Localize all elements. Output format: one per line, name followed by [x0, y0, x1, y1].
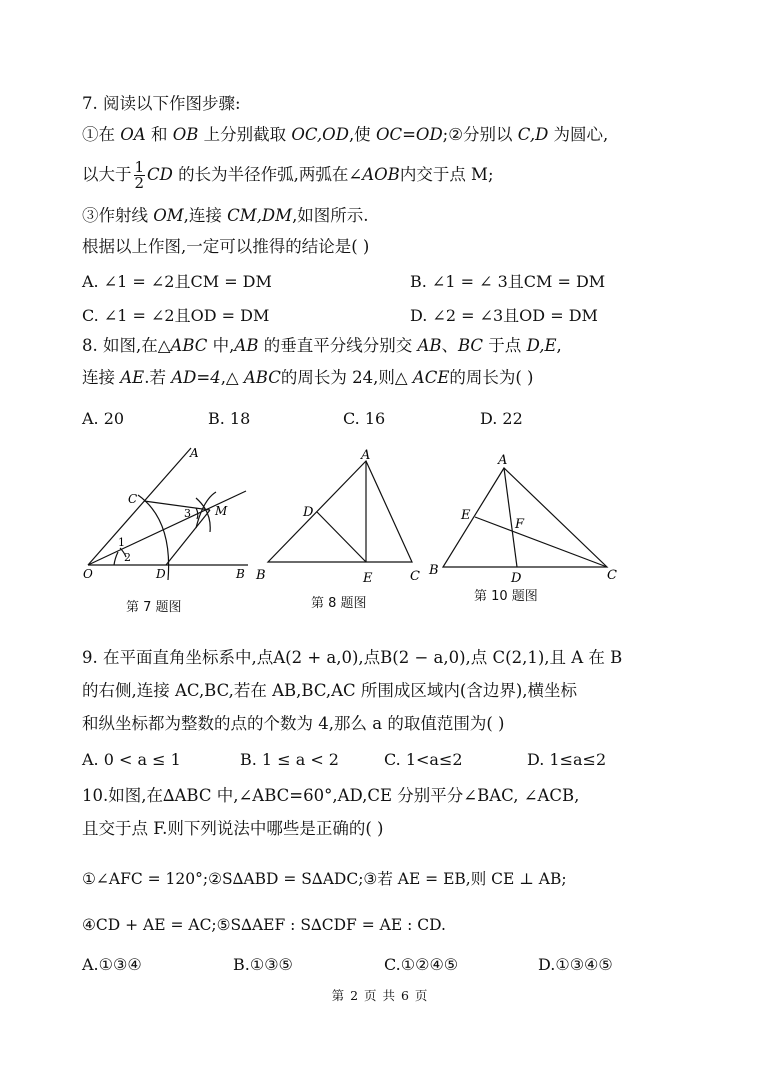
q8-option-b: B. 18	[208, 409, 251, 428]
fig7-caption: 第 7 题图	[126, 600, 182, 615]
figure-10	[425, 448, 625, 583]
figure-8	[252, 445, 432, 587]
q9-option-d: D. 1≤a≤2	[527, 750, 607, 769]
q8-line1: 8. 如图,在△ABC 中,AB 的垂直平分线分别交 AB、BC 于点 D,E,	[82, 336, 562, 355]
fig10-label-a: A	[498, 453, 508, 468]
q10-line3: ①∠AFC = 120°;②S∆ABD = S∆ADC;③若 AE = EB,则 CE ⊥ AB;	[82, 870, 567, 888]
q7-question: 根据以上作图,一定可以推得的结论是( )	[82, 237, 370, 256]
angle-mark-2	[114, 552, 118, 565]
fig10-label-d: D	[511, 571, 522, 583]
figure-7	[78, 440, 258, 590]
q8-option-a: A. 20	[82, 409, 125, 428]
q10-line1: 10.如图,在∆ABC 中,∠ABC=60°,AD,CE 分别平分∠BAC, ∠ACB,	[82, 786, 580, 805]
fig8-label-a: A	[361, 448, 371, 463]
fig10-label-c: C	[607, 568, 617, 583]
fig7-label-b: B	[236, 567, 245, 581]
q7-step1: ①在 OA 和 OB 上分别截取 OC,OD,使 OC=OD;②分别以 C,D 为圆心,	[82, 125, 609, 144]
q7-option-b: B. ∠1 = ∠ 3且CM = DM	[410, 272, 606, 291]
fraction-one-half: $\frac{1}{2}$	[134, 158, 145, 192]
fig7-label-o: O	[83, 567, 93, 581]
fig8-label-b: B	[256, 568, 266, 583]
q10-option-d: D.①③④⑤	[538, 955, 613, 974]
segment-de	[317, 512, 366, 562]
triangle-abc	[268, 461, 412, 562]
q9-line2: 的右侧,连接 AC,BC,若在 AB,BC,AC 所围成区域内(含边界),横坐标	[82, 681, 578, 700]
q8-option-d: D. 22	[480, 409, 523, 428]
q9-option-a: A. 0 < a ≤ 1	[82, 750, 181, 769]
q10-option-b: B.①③⑤	[233, 955, 293, 974]
q10-line2: 且交于点 F.则下列说法中哪些是正确的( )	[82, 819, 384, 838]
fig7-label-d: D	[156, 567, 166, 581]
q7-option-a: A. ∠1 = ∠2且CM = DM	[82, 272, 272, 291]
page-footer: 第 2 页 共 6 页	[331, 988, 429, 1003]
fig7-label-1: 1	[118, 536, 125, 549]
fig8-label-c: C	[410, 569, 420, 584]
fig10-label-b: B	[429, 563, 439, 578]
q8-line2: 连接 AE.若 AD=4,△ ABC的周长为 24,则△ ACE的周长为( )	[82, 368, 534, 387]
q7-step2: 以大于 $\frac{1}{2}$ CD 的长为半径作弧,两弧在∠AOB内交于点 M;	[82, 158, 494, 192]
fig10-caption: 第 10 题图	[474, 589, 538, 604]
fig7-label-a: A	[190, 446, 199, 460]
q9-line3: 和纵坐标都为整数的点的个数为 4,那么 a 的取值范围为( )	[82, 714, 505, 733]
segment-ce	[475, 517, 607, 567]
fig7-label-3: 3	[184, 507, 191, 520]
ray-oa	[88, 448, 191, 565]
fig10-label-f: F	[515, 517, 525, 532]
fig7-label-2: 2	[124, 551, 131, 564]
q10-option-a: A.①③④	[82, 955, 142, 974]
q9-option-c: C. 1<a≤2	[384, 750, 463, 769]
q9-line1: 9. 在平面直角坐标系中,点A(2 + a,0),点B(2 − a,0),点 C(2,1),且 A 在 B	[82, 648, 623, 667]
fig8-caption: 第 8 题图	[311, 596, 367, 611]
fig10-label-e: E	[461, 508, 471, 523]
q10-option-c: C.①②④⑤	[384, 955, 459, 974]
q7-step3: ③作射线 OM,连接 CM,DM,如图所示.	[82, 206, 369, 225]
q8-option-c: C. 16	[343, 409, 386, 428]
q7-option-d: D. ∠2 = ∠3且OD = DM	[410, 306, 598, 325]
fig8-label-d: D	[303, 505, 314, 520]
fig8-label-e: E	[363, 571, 373, 586]
q10-line4: ④CD + AE = AC;⑤S∆AEF : S∆CDF = AE : CD.	[82, 916, 446, 934]
q7-option-c: C. ∠1 = ∠2且OD = DM	[82, 306, 270, 325]
ray-om	[88, 491, 246, 565]
fig7-label-m: M	[215, 504, 228, 518]
q9-option-b: B. 1 ≤ a < 2	[240, 750, 339, 769]
fig7-label-c: C	[128, 492, 138, 506]
q7-title: 7. 阅读以下作图步骤:	[82, 94, 241, 113]
